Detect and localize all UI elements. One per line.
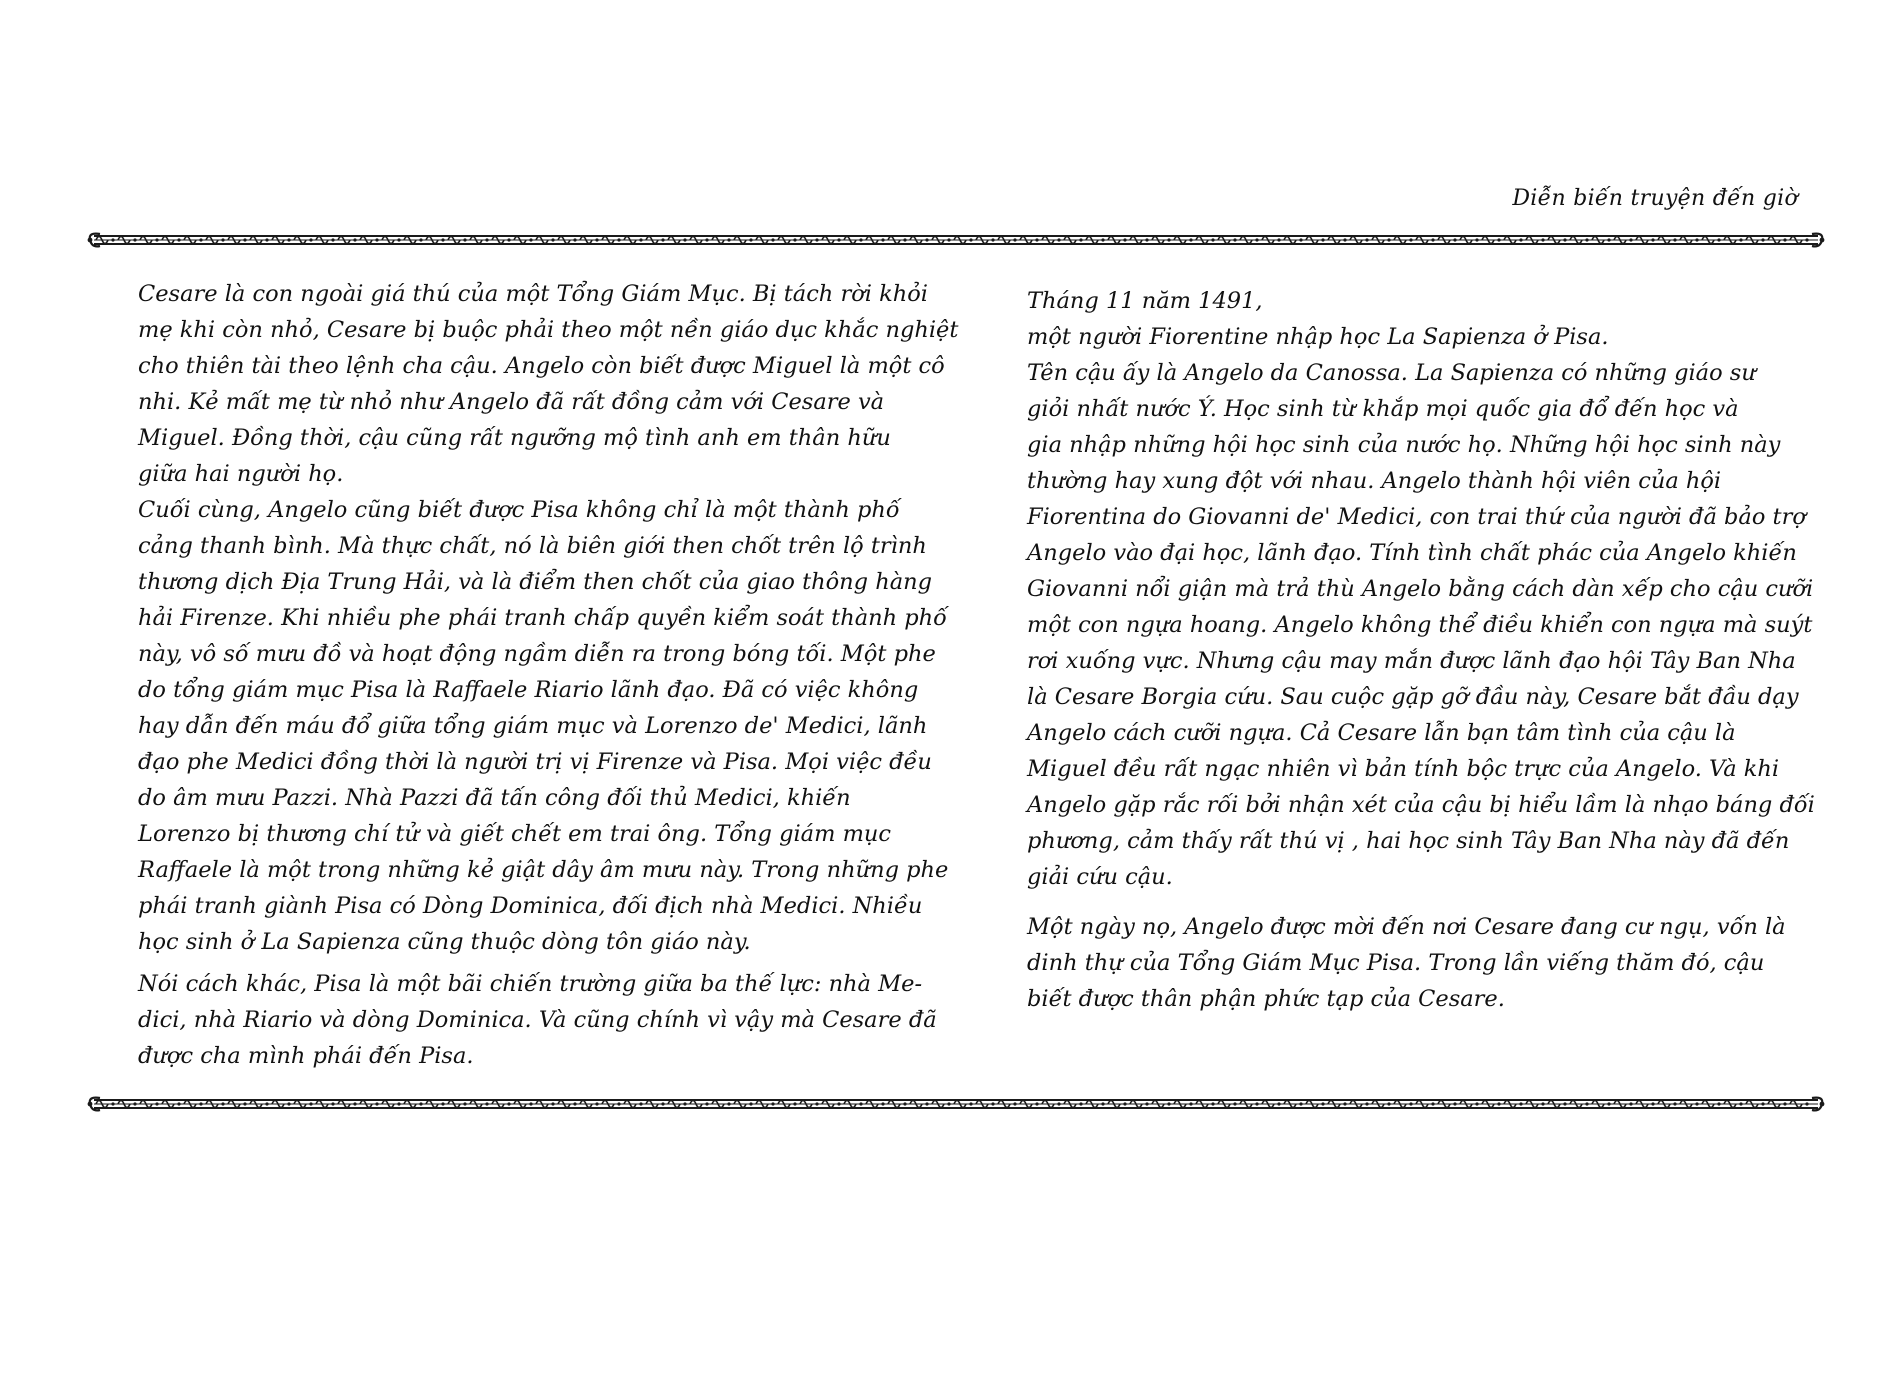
ornamental-rule-bottom — [80, 1092, 1832, 1116]
text-line: hay dẫn đến máu đổ giữa tổng giám mục và Lorenzo de' Medici, lãnh — [138, 713, 928, 739]
text-line: Giovanni nổi giận mà trả thù Angelo bằng cách dàn xếp cho cậu cưỡi — [1027, 576, 1814, 602]
text-line: dici, nhà Riario và dòng Dominica. Và cũng chính vì vậy mà Cesare đã — [138, 1007, 937, 1033]
text-line: thương dịch Địa Trung Hải, và là điểm then chốt của giao thông hàng — [138, 569, 933, 595]
text-line: Tên cậu ấy là Angelo da Canossa. La Sapienza có những giáo sư — [1027, 360, 1756, 386]
ornament-bottom-graphic — [88, 1098, 1825, 1111]
left-paragraph-1 — [138, 276, 959, 492]
text-line: do âm mưu Pazzi. Nhà Pazzi đã tấn công đối thủ Medici, khiến — [138, 785, 851, 811]
text-line: mẹ khi còn nhỏ, Cesare bị buộc phải theo một nền giáo dục khắc nghiệt — [138, 317, 959, 343]
text-line: dinh thự của Tổng Giám Mục Pisa. Trong lần viếng thăm đó, cậu — [1027, 950, 1765, 976]
text-line: Nói cách khác, Pisa là một bãi chiến trường giữa ba thế lực: nhà Me- — [138, 971, 923, 997]
text-line: giỏi nhất nước Ý. Học sinh từ khắp mọi quốc gia đổ đến học và — [1027, 396, 1739, 422]
text-line: Lorenzo bị thương chí tử và giết chết em trai ông. Tổng giám mục — [138, 821, 891, 847]
right-paragraph-1 — [1027, 283, 1815, 895]
text-line: đạo phe Medici đồng thời là người trị vị Firenze và Pisa. Mọi việc đều — [138, 749, 932, 775]
left-paragraph-2 — [138, 492, 949, 960]
text-line: một con ngựa hoang. Angelo không thể điều khiển con ngựa mà suýt — [1027, 612, 1813, 638]
text-line: cho thiên tài theo lệnh cha cậu. Angelo còn biết được Miguel là một cô — [138, 353, 945, 379]
text-line: nhi. Kẻ mất mẹ từ nhỏ như Angelo đã rất đồng cảm với Cesare và — [138, 389, 885, 415]
ornamental-rule-top — [80, 228, 1832, 252]
text-line: Cuối cùng, Angelo cũng biết được Pisa không chỉ là một thành phố — [138, 497, 900, 523]
text-line: do tổng giám mục Pisa là Raffaele Riario lãnh đạo. Đã có việc không — [138, 677, 919, 703]
text-line: một người Fiorentine nhập học La Sapienza ở Pisa. — [1027, 324, 1609, 350]
text-line: Một ngày nọ, Angelo được mời đến nơi Cesare đang cư ngụ, vốn là — [1027, 914, 1786, 940]
right-text-column — [1027, 283, 1815, 1017]
page-header-title: Diễn biến truyện đến giờ — [1512, 186, 1798, 211]
text-line: được cha mình phái đến Pisa. — [138, 1043, 474, 1069]
text-line: giữa hai người họ. — [138, 461, 344, 487]
text-line: này, vô số mưu đồ và hoạt động ngầm diễn ra trong bóng tối. Một phe — [138, 641, 936, 667]
text-line: Angelo vào đại học, lãnh đạo. Tính tình chất phác của Angelo khiến — [1027, 540, 1797, 566]
text-line: Tháng 11 năm 1491, — [1027, 288, 1263, 314]
text-line: Miguel. Đồng thời, cậu cũng rất ngưỡng mộ tình anh em thân hữu — [138, 425, 891, 451]
text-line: học sinh ở La Sapienza cũng thuộc dòng tôn giáo này. — [138, 929, 751, 955]
text-line: phái tranh giành Pisa có Dòng Dominica, đối địch nhà Medici. Nhiều — [138, 893, 923, 919]
text-line: Raffaele là một trong những kẻ giật dây âm mưu này. Trong những phe — [138, 857, 949, 883]
right-paragraph-2 — [1027, 909, 1807, 1017]
text-line: hải Firenze. Khi nhiều phe phái tranh chấp quyền kiểm soát thành phố — [138, 605, 947, 631]
text-line: Angelo cách cưỡi ngựa. Cả Cesare lẫn bạn tâm tình của cậu là — [1027, 720, 1736, 746]
text-line: biết được thân phận phức tạp của Cesare. — [1027, 986, 1505, 1012]
text-line: Cesare là con ngoài giá thú của một Tổng Giám Mục. Bị tách rời khỏi — [138, 281, 928, 307]
text-line: phương, cảm thấy rất thú vị , hai học sinh Tây Ban Nha này đã đến — [1027, 828, 1790, 854]
text-line: Fiorentina do Giovanni de' Medici, con trai thứ của người đã bảo trợ — [1027, 504, 1806, 530]
ornament-top-graphic — [88, 234, 1825, 247]
text-line: cảng thanh bình. Mà thực chất, nó là biên giới then chốt trên lộ trình — [138, 533, 927, 559]
text-line: giải cứu cậu. — [1027, 864, 1173, 890]
text-line: là Cesare Borgia cứu. Sau cuộc gặp gỡ đầu này, Cesare bắt đầu dạy — [1027, 684, 1799, 710]
left-paragraph-3 — [138, 966, 937, 1074]
text-line: Angelo gặp rắc rối bởi nhận xét của cậu bị hiểu lầm là nhạo báng đối — [1027, 792, 1815, 818]
text-line: thường hay xung đột với nhau. Angelo thành hội viên của hội — [1027, 468, 1722, 494]
left-text-column — [138, 276, 959, 1074]
text-line: rơi xuống vực. Nhưng cậu may mắn được lãnh đạo hội Tây Ban Nha — [1027, 648, 1796, 674]
text-line: Miguel đều rất ngạc nhiên vì bản tính bộc trực của Angelo. Và khi — [1027, 756, 1780, 782]
text-line: gia nhập những hội học sinh của nước họ. Những hội học sinh này — [1027, 432, 1781, 458]
